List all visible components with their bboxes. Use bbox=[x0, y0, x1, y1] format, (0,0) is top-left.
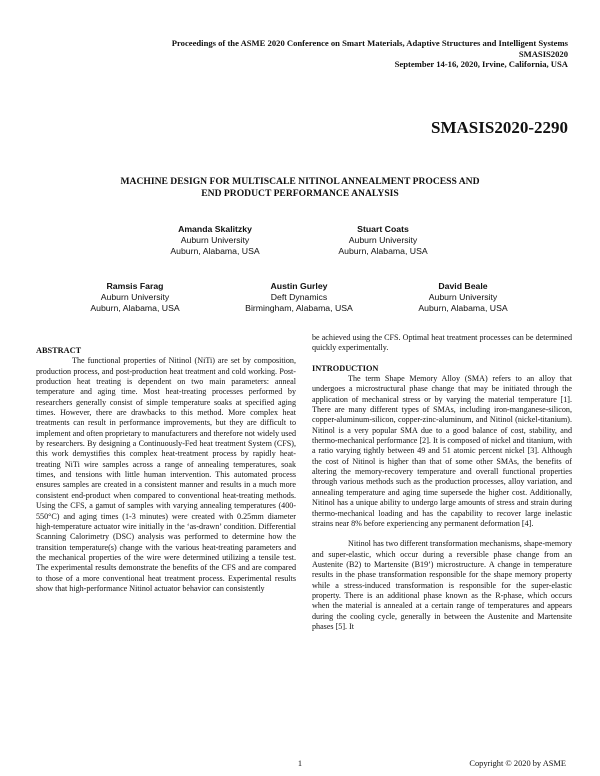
author-name: David Beale bbox=[438, 281, 488, 291]
right-column bbox=[312, 333, 572, 632]
abstract-continuation: be achieved using the CFS. Optimal heat treatment processes can be determined quickly experimentally. bbox=[312, 333, 572, 353]
conference-code: SMASIS2020 bbox=[518, 48, 568, 59]
author-block bbox=[298, 224, 468, 258]
left-column bbox=[36, 346, 296, 594]
title-line: END PRODUCT PERFORMANCE ANALYSIS bbox=[201, 188, 399, 200]
author-affiliation: Deft Dynamics bbox=[270, 292, 328, 303]
author-name: Stuart Coats bbox=[357, 224, 409, 234]
author-location: Auburn, Alabama, USA bbox=[170, 246, 260, 257]
page-number: 1 bbox=[297, 759, 303, 768]
author-block bbox=[50, 281, 220, 315]
author-affiliation: Auburn University bbox=[428, 292, 498, 303]
author-block bbox=[214, 281, 384, 315]
author-location: Auburn, Alabama, USA bbox=[90, 303, 180, 314]
conference-header bbox=[28, 38, 568, 70]
introduction-paragraph: The term Shape Memory Alloy (SMA) refers to an alloy that undergoes a microstructural phase change that may be initiated through the application of mechanical stress or by varying the material temperature [1]. There are many different types of SMAs, including iron-manganese-silicon, copper-aluminum-silicon, copper-zinc-aluminum, and Nitinol (nickel-titanium). Nitinol is a very popular SMA due to a good balance of cost, stability, and thermo-mechanical performance [2]. It is composed of nickel and titanium, with a ratio varying tightly between 49 and 51 atomic percent nickel [3]. Although the cost of Nitinol is higher than that of some other SMAs, the benefits of altering the memory-recovery temperature and overall functional properties through various methods such as the production processes, alloy variation, and annealing temperature and aging time supersede the higher cost. Additionally, Nitinol has a unique ability to undergo large amounts of stress and strain during thermo-mechanical loading and has the capability to recover large inelastic strains near 8% before experiencing any permanent deformation [4]. bbox=[312, 374, 572, 528]
title-line: MACHINE DESIGN FOR MULTISCALE NITINOL ANNEALMENT PROCESS AND bbox=[120, 176, 480, 187]
introduction-paragraph: Nitinol has two different transformation mechanisms, shape-memory and super-elastic, which occur during a reversible phase change from an Austenite (B2) to Martensite (B19’) microstructure. A change in temperature results in the phase transformation responsible for the shape memory property while a stress-induced transformation is responsible for the super-elastic property. There is an additional phase known as the R-phase, which occurs when the material is annealed at a certain range of temperatures and appears during the cooling cycle, generally in between the Austenite and Martensite phases [5]. It bbox=[312, 539, 572, 631]
conference-dates: September 14-16, 2020, Irvine, California, USA bbox=[394, 59, 568, 70]
author-name: Ramsis Farag bbox=[106, 281, 164, 291]
author-location: Auburn, Alabama, USA bbox=[418, 303, 508, 314]
author-name: Amanda Skalitzky bbox=[178, 224, 252, 234]
author-name: Austin Gurley bbox=[270, 281, 328, 291]
author-affiliation: Auburn University bbox=[100, 292, 170, 303]
introduction-heading: INTRODUCTION bbox=[312, 363, 379, 373]
author-block bbox=[130, 224, 300, 258]
paper-title bbox=[60, 176, 540, 201]
author-affiliation: Auburn University bbox=[180, 235, 250, 246]
abstract-heading: ABSTRACT bbox=[36, 346, 82, 355]
author-block bbox=[378, 281, 548, 315]
author-location: Auburn, Alabama, USA bbox=[338, 246, 428, 257]
copyright-notice: Copyright © 2020 by ASME bbox=[469, 759, 566, 768]
proceedings-line: Proceedings of the ASME 2020 Conference on Smart Materials, Adaptive Structures and Intelligent Systems bbox=[171, 38, 568, 48]
author-affiliation: Auburn University bbox=[348, 235, 418, 246]
abstract-paragraph: The functional properties of Nitinol (NiTi) are set by composition, production process, and post-production heat treatment and cold working. Post-production heat treating is dependent on two main parameters: anneal temperature and aging time. Most heat-treating processes performed by researchers generally consist of simple temperature soaks at specified aging times. However, there are drawbacks to this method. More complex heat treatments can result in performance improvements, but they are difficult to implement and often proprietary to manufacturers and therefore not widely used by researchers. By designing a Continuously-Fed heat treatment System (CFS), this work demystifies this complex heat-treatment process by rapidly heat-treating NiTi wire samples across a range of annealing temperatures, soak times, and tensions with little human intervention. This automated process ensures samples are created in a consistent manner and results in a much more consistent end-product when compared to conventional heat-treating methods. Using the CFS, a gamut of samples with varying annealing temperatures (400-550°C) and aging times (1-3 minutes) were created with 0.25mm diameter high-temperature actuator wire initially in the ‘as-drawn’ condition. Differential Scanning Calorimetry (DSC) analysis was performed to determine how the transition temperature(s) change with the various heat-treating parameters and the mechanical properties of the wire were determined utilizing a tensile test. The experimental results demonstrate the benefits of the CFS and are compared to those of a more conventional heat treatment process. Experimental results show that high-performance Nitinol actuator behavior can consistently bbox=[36, 356, 296, 593]
paper-id: SMASIS2020-2290 bbox=[431, 118, 568, 137]
author-location: Birmingham, Alabama, USA bbox=[245, 303, 353, 314]
